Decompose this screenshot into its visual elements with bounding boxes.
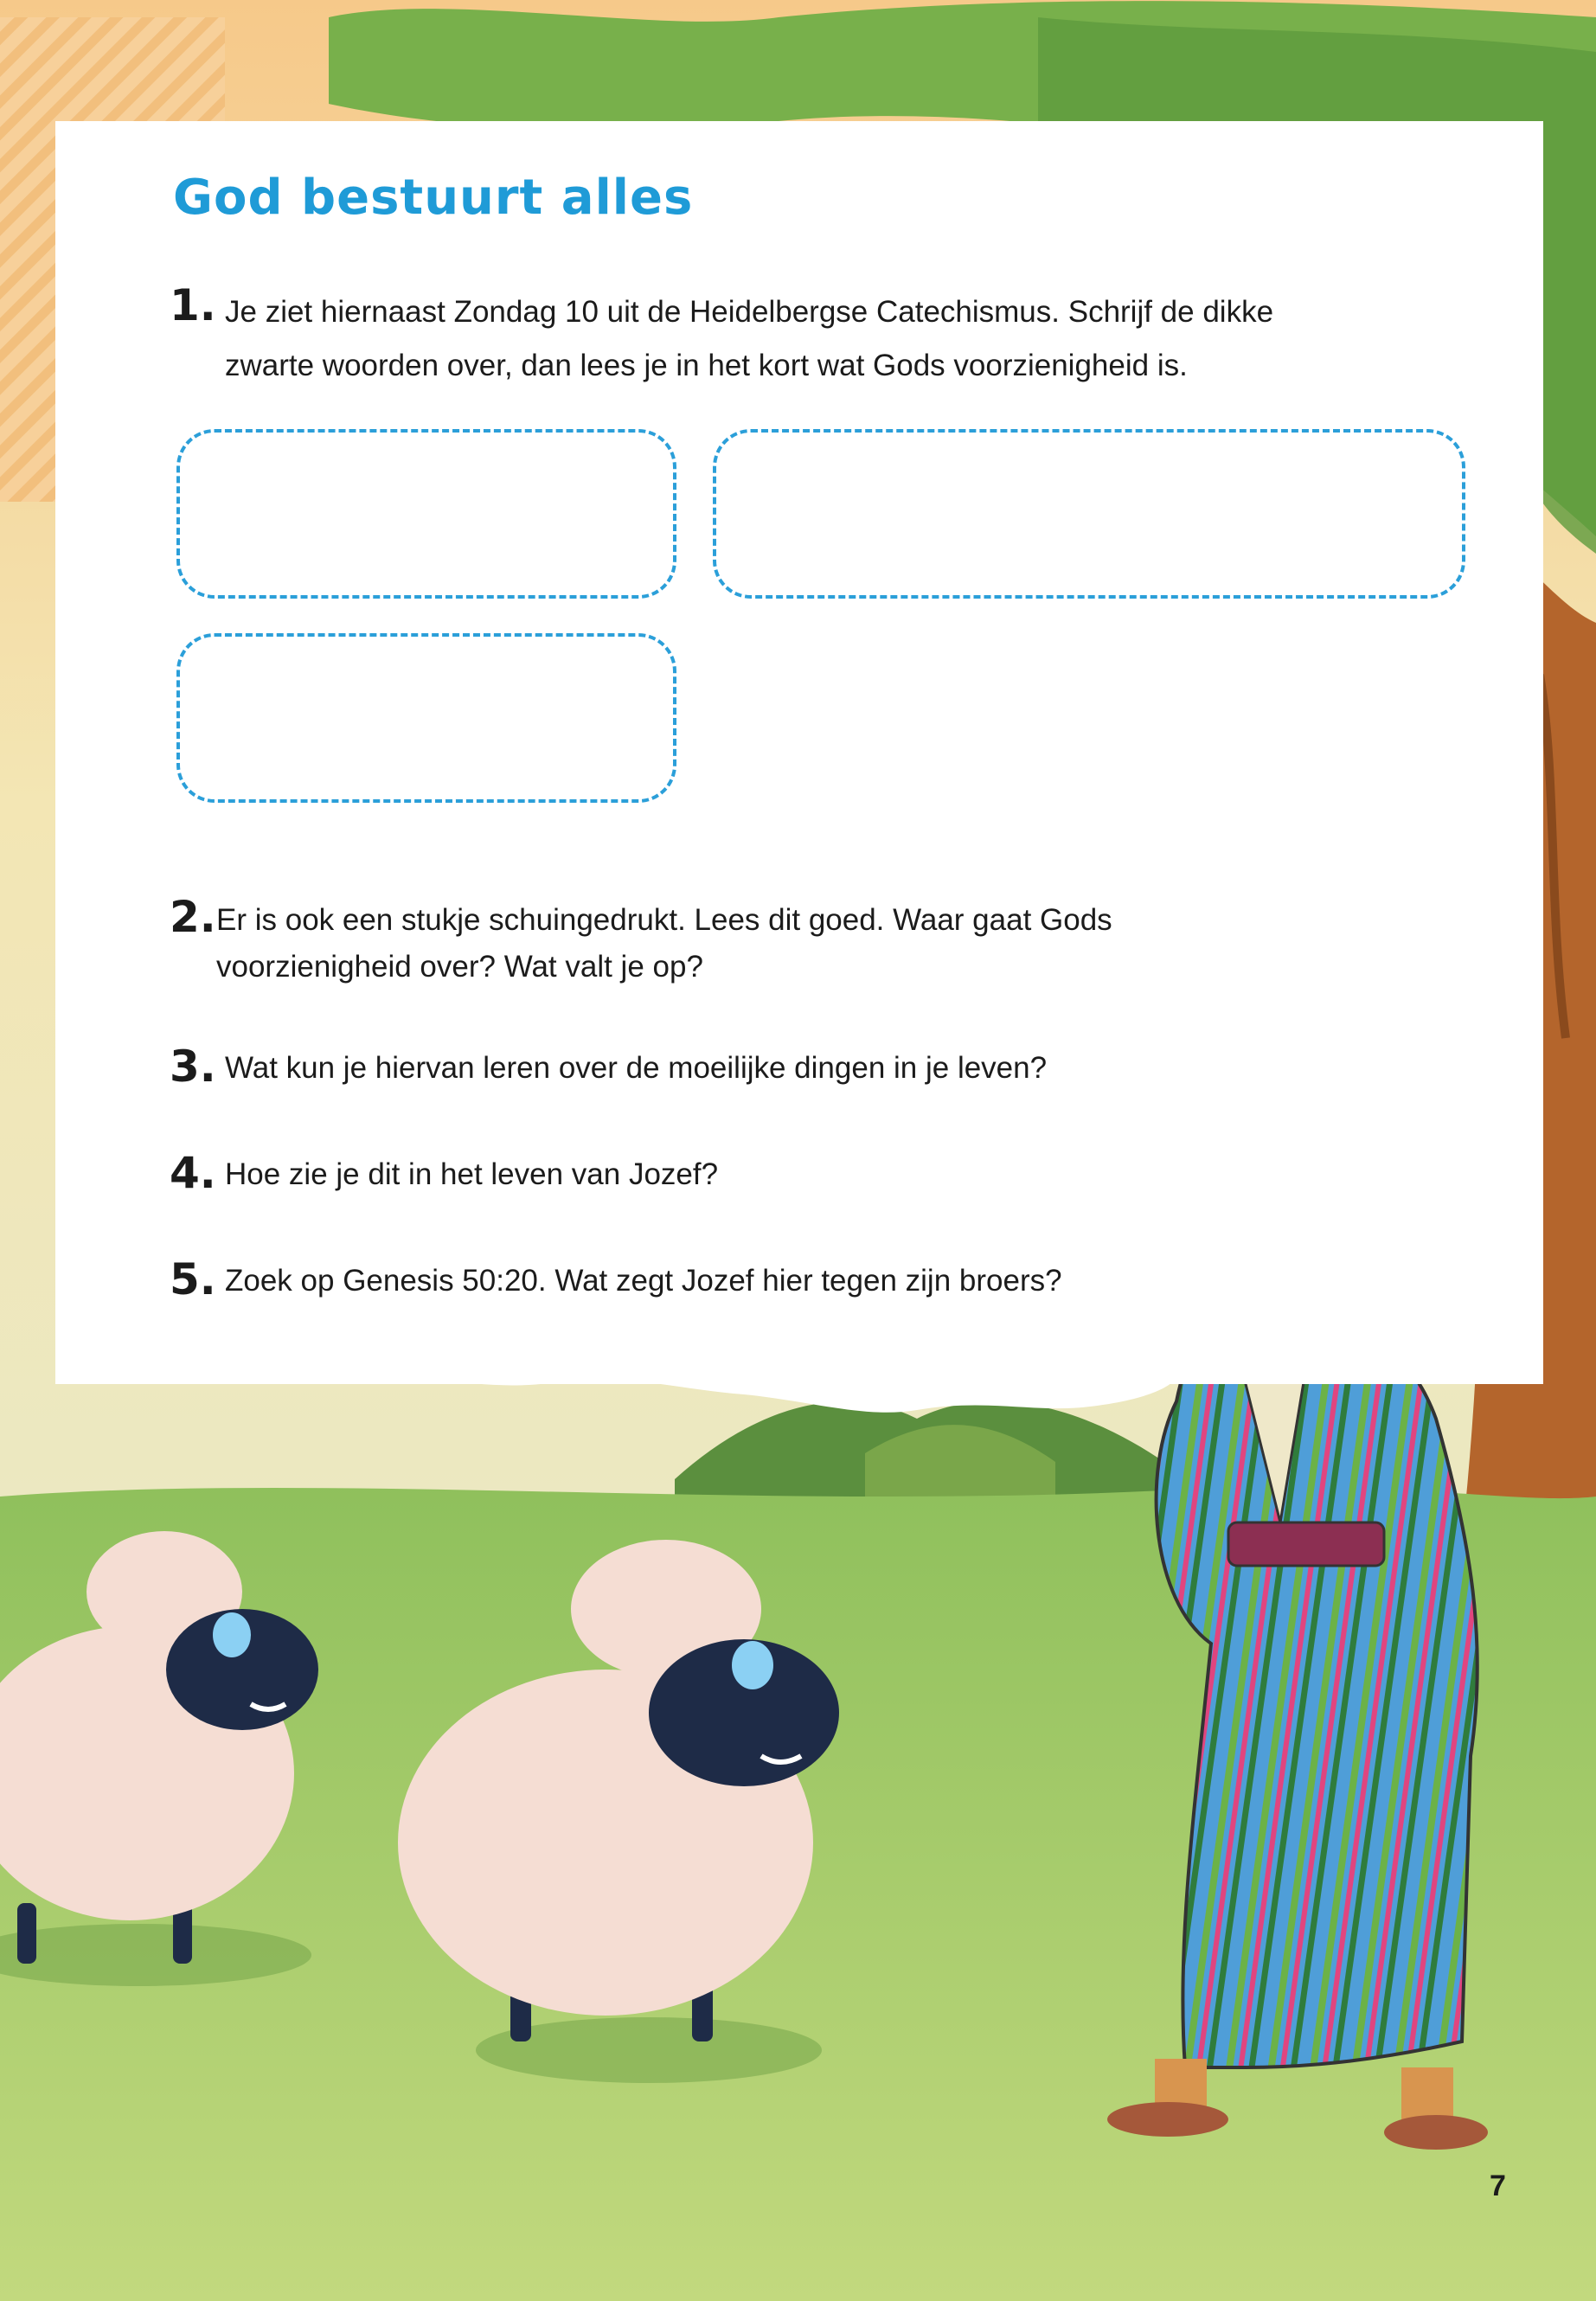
question-text: Je ziet hiernaast Zondag 10 uit de Heidelbergse Catechismus. Schrijf de dikke zwarte woorden over, dan lees je in het kort wat Gods voorzienigheid is. xyxy=(225,295,1274,382)
question-number: 2. xyxy=(170,892,216,942)
question-number: 4. xyxy=(170,1148,216,1198)
question-text: Hoe zie je dit in het leven van Jozef? xyxy=(225,1157,719,1191)
question-text: Er is ook een stukje schuingedrukt. Lees dit goed. Waar gaat Gods voorzienigheid over? Wat valt je op? xyxy=(216,903,1112,984)
answer-box-2[interactable] xyxy=(713,429,1465,599)
answer-box-1[interactable] xyxy=(176,429,676,599)
answer-box-3[interactable] xyxy=(176,633,676,803)
page-title: God bestuurt alles xyxy=(173,170,694,226)
question-number: 1. xyxy=(170,280,216,330)
question-number: 3. xyxy=(170,1042,216,1092)
question-text: Wat kun je hiervan leren over de moeilijke dingen in je leven? xyxy=(225,1051,1048,1085)
question-text: Zoek op Genesis 50:20. Wat zegt Jozef hier tegen zijn broers? xyxy=(225,1264,1062,1298)
page-number: 7 xyxy=(1490,2170,1506,2202)
question-number: 5. xyxy=(170,1254,216,1304)
